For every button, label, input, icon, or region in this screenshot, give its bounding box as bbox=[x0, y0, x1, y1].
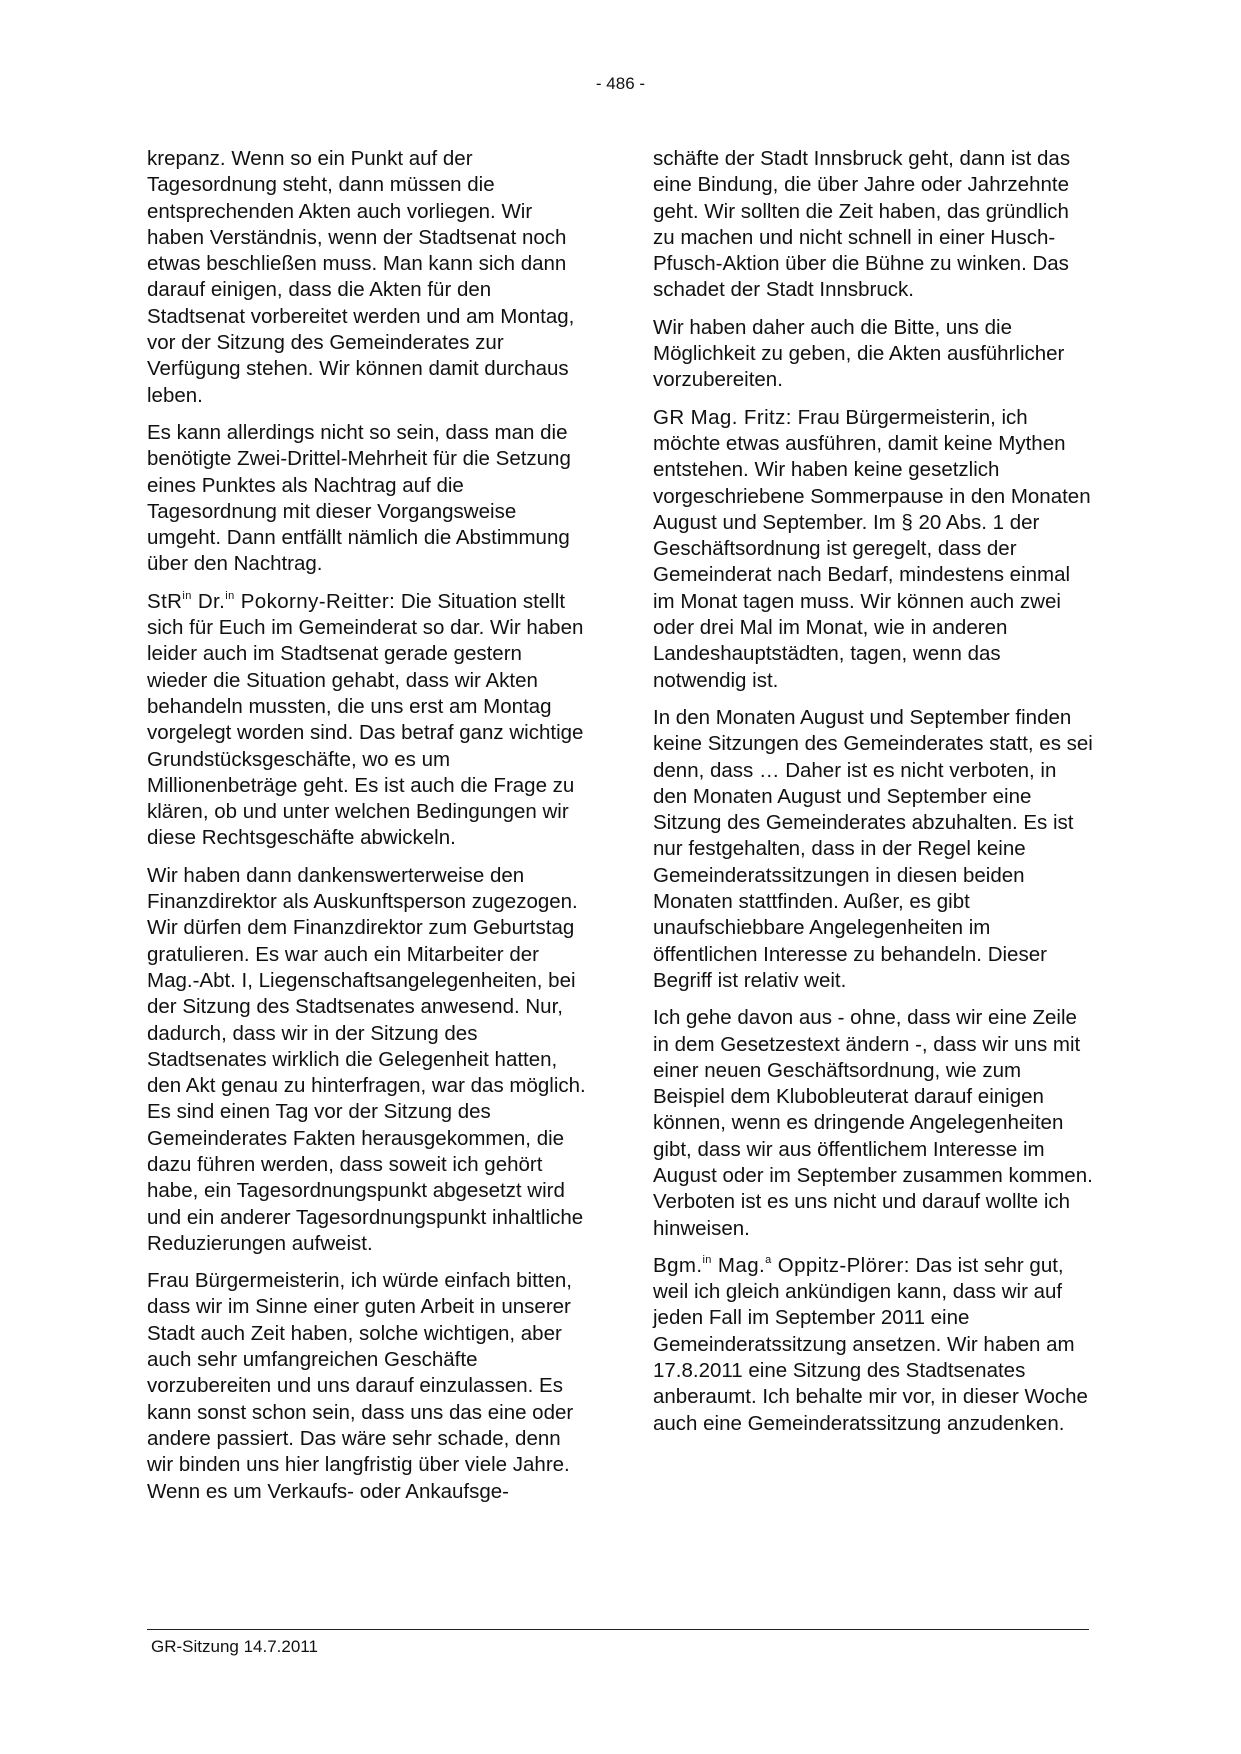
speech-paragraph: GR Mag. Fritz: Frau Bürgermeisterin, ich möchte etwas ausführen, damit keine Mythen entstehen. Wir haben keine gesetzlich vorgeschriebene Sommerpause in den Monaten August und September. Im § 20 Abs. 1 der Geschäftsordnung ist geregelt, dass der Gemeinderat nach Bedarf, mindestens einmal im Monat tagen muss. Wir können auch zwei oder drei Mal im Monat, wie in anderen Landeshauptstädten, tagen, wenn das notwendig ist. bbox=[653, 405, 1091, 692]
speaker-name: Bgm.$^{in}$ Mag.$^a$ Oppitz-Plörer: bbox=[653, 1253, 910, 1277]
right-column bbox=[653, 146, 1093, 1448]
speaker-name: StR$^{in}$ Dr.$^{in}$ Pokorny-Reitter: bbox=[147, 589, 396, 613]
paragraph: Wir haben daher auch die Bitte, uns die Möglichkeit zu geben, die Akten ausführlicher vorzubereiten. bbox=[653, 315, 1065, 392]
paragraph: Ich gehe davon aus - ohne, dass wir eine Zeile in dem Gesetzestext ändern -, dass wir uns mit einer neuen Geschäftsordnung, wie zum Beispiel dem Klubobleuterat darauf einigen können, wenn es dringende Angelegenheiten gibt, dass wir aus öffentlichem Interesse im August oder im September zusammen kommen. Verboten ist es uns nicht und darauf wollte ich hinweisen. bbox=[653, 1006, 1093, 1240]
paragraph: Frau Bürgermeisterin, ich würde einfach bitten, dass wir im Sinne einer guten Arbeit in unserer Stadt auch Zeit haben, solche wichtigen, aber auch sehr umfangreichen Geschäfte vorzubereiten und uns darauf einzulassen. Es kann sonst schon sein, dass uns das eine oder andere passiert. Das wäre sehr schade, denn wir binden uns hier langfristig über viele Jahre. Wenn es um Verkaufs- oder Ankaufsge- bbox=[147, 1269, 574, 1503]
speech-paragraph: StR$^{in}$ Dr.$^{in}$ Pokorny-Reitter: Die Situation stellt sich für Euch im Gemeinderat so dar. Wir haben leider auch im Stadtsenat gerade gestern wieder die Situation gehabt, dass wir Akten behandeln mussten, die uns erst am Montag vorgelegt worden sind. Das betraf ganz wichtige Grundstücksgeschäfte, wo es um Millionenbeträge geht. Es ist auch die Frage zu klären, ob und unter welchen Bedingungen wir diese Rechtsgeschäfte abwickeln. bbox=[147, 589, 584, 850]
paragraph: Es kann allerdings nicht so sein, dass man die benötigte Zwei-Drittel-Mehrheit für die Setzung eines Punktes als Nachtrag auf die Tagesordnung mit dieser Vorgangsweise umgeht. Dann entfällt nämlich die Abstimmung über den Nachtrag. bbox=[147, 420, 571, 576]
paragraph: schäfte der Stadt Innsbruck geht, dann ist das eine Bindung, die über Jahre oder Jahrzehnte geht. Wir sollten die Zeit haben, das gründlich zu machen und nicht schnell in einer Husch-Pfusch-Aktion über die Bühne zu winken. Das schadet der Stadt Innsbruck. bbox=[653, 147, 1071, 302]
footer-text: GR-Sitzung 14.7.2011 bbox=[151, 1637, 318, 1656]
page-number: - 486 - bbox=[595, 74, 646, 93]
paragraph: Wir haben dann dankenswerterweise den Finanzdirektor als Auskunftsperson zugezogen. Wir dürfen dem Finanzdirektor zum Geburtstag gratulieren. Es war auch ein Mitarbeiter der Mag.-Abt. I, Liegenschaftsangelegenheiten, bei der Sitzung des Stadtsenates anwesend. Nur, dadurch, dass wir in der Sitzung des Stadtsenates wirklich die Gelegenheit hatten, den Akt genau zu hinterfragen, war das möglich. Es sind einen Tag vor der Sitzung des Gemeinderates Fakten herausgekommen, die dazu führen werden, dass soweit ich gehört habe, ein Tagesordnungspunkt abgesetzt wird und ein anderer Tagesordnungspunkt inhaltliche Reduzierungen aufweist. bbox=[147, 863, 586, 1255]
speech-paragraph: Bgm.$^{in}$ Mag.$^a$ Oppitz-Plörer: Das ist sehr gut, weil ich gleich ankündigen kann, dass wir auf jeden Fall im September 2011 eine Gemeinderatssitzung ansetzen. Wir haben am 17.8.2011 eine Sitzung des Stadtsenates anberaumt. Ich behalte mir vor, in dieser Woche auch eine Gemeinderatssitzung anzudenken. bbox=[653, 1253, 1088, 1435]
footer-rule bbox=[147, 1629, 1089, 1630]
paragraph: krepanz. Wenn so ein Punkt auf der Tagesordnung steht, dann müssen die entsprechenden Akten auch vorliegen. Wir haben Verständnis, wenn der Stadtsenat noch etwas beschließen muss. Man kann sich dann darauf einigen, dass die Akten für den Stadtsenat vorbereitet werden und am Montag, vor der Sitzung des Gemeinderates zur Verfügung stehen. Wir können damit durchaus leben. bbox=[147, 147, 575, 407]
speaker-name: GR Mag. Fritz: bbox=[653, 405, 792, 429]
paragraph: In den Monaten August und September finden keine Sitzungen des Gemeinderates statt, es sei denn, dass … Daher ist es nicht verboten, in den Monaten August und September eine Sitzung des Gemeinderates abzuhalten. Es ist nur festgehalten, dass in der Regel keine Gemeinderatssitzungen in diesen beiden Monaten stattfinden. Außer, es gibt unaufschiebbare Angelegenheiten im öffentlichen Interesse zu behandeln. Dieser Begriff ist relativ weit. bbox=[653, 705, 1093, 992]
left-column bbox=[147, 146, 587, 1516]
